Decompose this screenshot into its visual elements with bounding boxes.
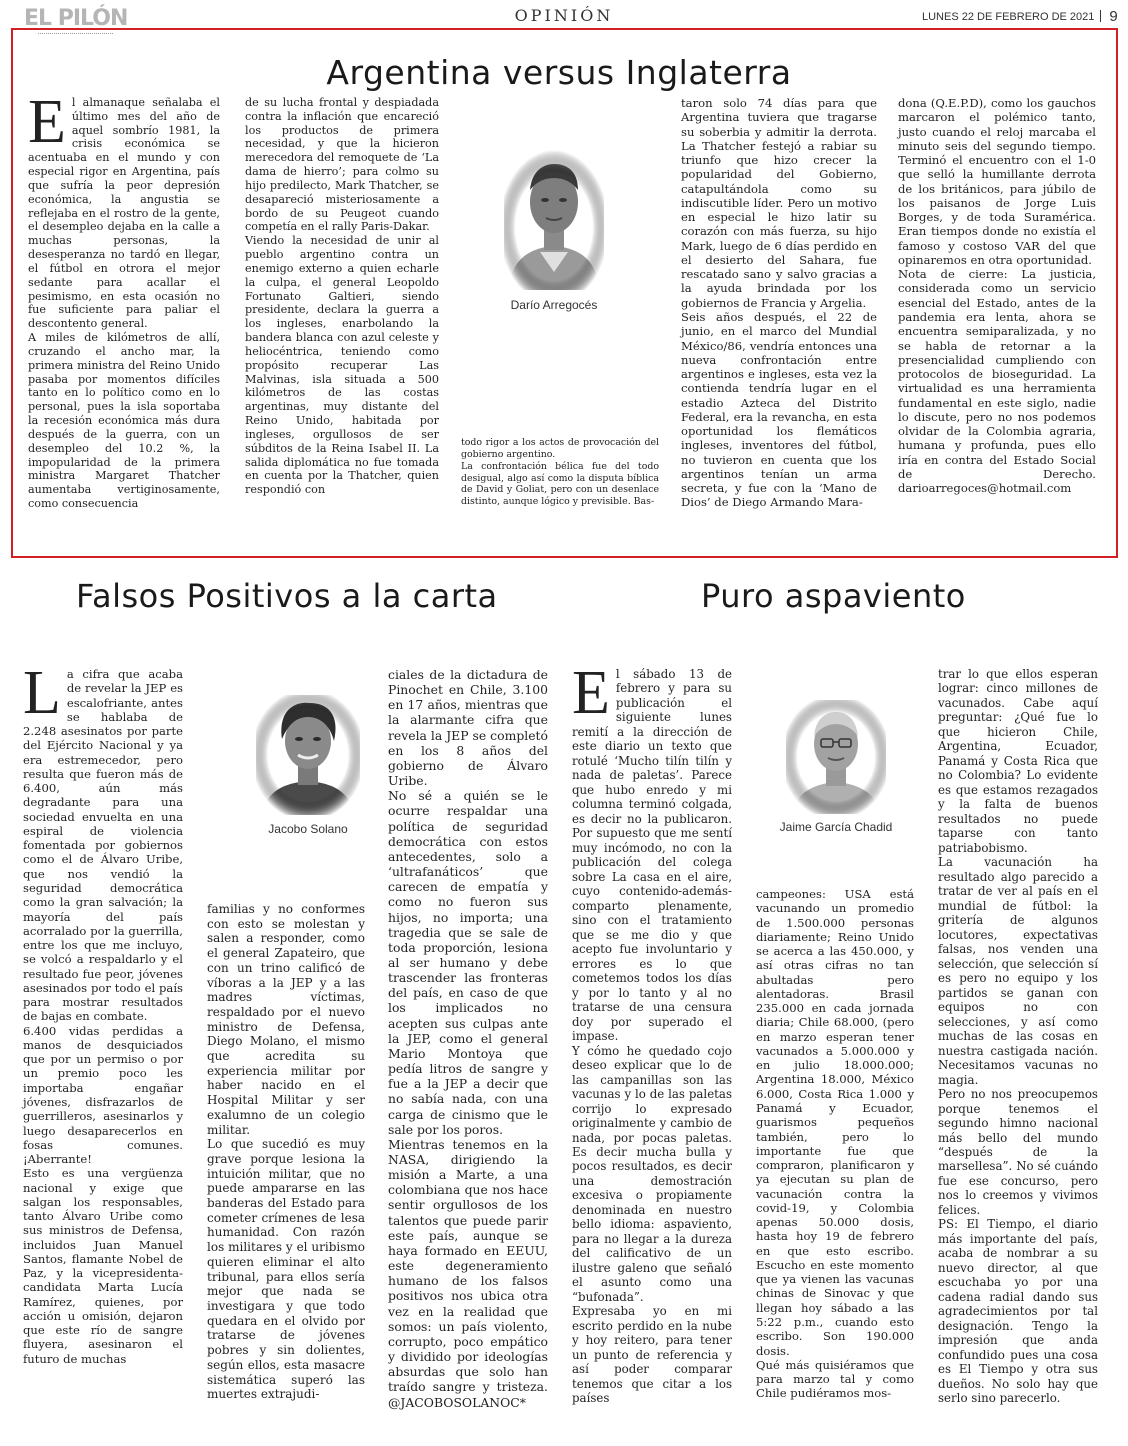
issue-date: LUNES 22 DE FEBRERO DE 2021	[922, 11, 1095, 23]
article-3-column-1	[572, 659, 732, 1406]
page-number: 9	[1109, 8, 1118, 25]
dateline-separator	[1100, 10, 1101, 22]
article-2-title: Falsos Positivos a la carta	[76, 577, 498, 615]
article-1-paragraph: La confrontación bélica fue del todo desigual, algo así como la disputa bíblica de David y Goliat, pero con un desenlace distinto, aunque lógico y previsible. Bas-	[461, 460, 659, 508]
article-1-paragraph: Nota de cierre: La justicia, considerada como un servicio esencial del Estado, antes de la pandemia era lenta, ahora se encuentra semiparalizada, y no se habla de retornar a la presencialidad cumpliendo con protocolos de bioseguridad. La virtualidad es una herramienta fundamental en este siglo, nadie lo discute, pero no nos podemos olvidar de la Colombia agraria, humana y profunda, pues ello iría en contra del Estado Social de Derecho. darioarregoces@hotmail.com	[898, 267, 1096, 496]
article-3-paragraph: Pero no nos preocupemos porque tenemos el segundo himno nacional más bello del mundo “después de la marsellesa”. No sé cuándo fue ese concurso, pero nos lo creemos y vivimos felices.	[938, 1087, 1098, 1217]
article-3-paragraph: l sábado 13 de febrero y para su publicación el siguiente lunes remití a la dirección de este diario un texto que rotulé ‘Mucho tilín tilín y nada de paletas’. Parece que hubo enredo y mi columna terminó colgada, es decir no la publicaron. Por supuesto que me sentí muy incómodo, no con la publicación del colega sobre La casa en el aire, cuyo contenido-además- comparto plenamente, sino con el tratamiento que se me dio y que acepto fue involuntario y errores es lo que cometemos todos los días y por lo tanto y al no tratarse de una censura doy por superado el impase.	[572, 667, 732, 1044]
article-1-column-4	[681, 96, 877, 510]
newspaper-logo: EL PILÓN	[24, 6, 128, 31]
article-3-byline: Jaime García Chadid	[779, 820, 893, 834]
article-3-paragraph: trar lo que ellos esperan lograr: cinco millones de vacunados. Cabe aquí preguntar: ¿Qué fue lo que hicieron Chile, Argentina, Ecuador, Panamá y Costa Rica que no Colombia? Lo evidente es que estamos rezagados y la falta de buenos resultados no puede taparse con tanto patriabobismo.	[938, 667, 1098, 855]
article-2-paragraph: ciales de la dictadura de Pinochet en Chile, 3.100 en 17 años, mientras que la alarmante cifra que revela la JEP se completó en los 8 años del gobierno de Álvaro Uribe.	[388, 667, 548, 789]
article-3-title: Puro aspaviento	[701, 577, 966, 615]
article-2-column-1	[23, 659, 183, 1366]
article-2-paragraph: Mientras tenemos en la NASA, dirigiendo la misión a Marte, a una colombiana que nos hace sentir orgullosos de los talentos que puede parir este país, aunque se haya formado en EEUU, este degeneramiento humano de los falsos positivos nos ubica otra vez en la realidad que somos: un país violento, corrupto, poco empático y dividido por ideologías absurdas que solo han traído sangre y tristeza. @JACOBOSOLANOC*	[388, 1136, 548, 1410]
article-2-column-3	[388, 667, 548, 1410]
article-3-paragraph: La vacunación ha resultado algo parecido a tratar de ver al país en el mundial de fútbol: la gritería de algunos locutores, expectativas falsas, nos venden una selección, que selección sí es pero no equipo y los partidos se ganan con equipos no con selecciones, y así como muchas de las cosas en nuestra castigada nación. Necesitamos vacunas no magia.	[938, 855, 1098, 1087]
article-3-paragraph: Expresaba yo en mi escrito perdido en la nube y hoy reitero, para tener un punto de referencia y así poder comparar tenemos que citar a los países	[572, 1304, 732, 1406]
article-2-paragraph: Lo que sucedió es muy grave porque lesiona la intuición militar, que no puede ampararse en las banderas del Estado para cometer crímenes de lesa humanidad. Con razón los militares y el uribismo quieren eliminar el alto tribunal, para ellos sería mejor que nada se investigara y que todo quedara en el olvido por tratarse de jóvenes pobres y sin dolientes, según ellos, esta masacre sistemática superó las muertes extrajudi-	[207, 1137, 365, 1402]
section-title: OPINIÓN	[514, 6, 614, 25]
article-2-paragraph: No sé a quién se le ocurre respaldar una política de seguridad democrática con estos antecedentes, solo a ‘ultrafanáticos’ que carecen de empatía y como no fueron sus hijos, no importa; una tragedia que se sale de toda proporción, lesiona al ser humano y debe trascender las fronteras del país, en caso de que los implicados no acepten sus culpas ante la JEP, como el general Mario Montoya que pedía litros de sangre y fue a la JEP a decir que no sabía nada, con una carga de cinismo que le sale por los poros.	[388, 788, 548, 1137]
article-2-byline: Jacobo Solano	[268, 822, 348, 836]
article-3-paragraph: campeones: USA está vacunando un promedio de 1.500.000 personas diariamente; Reino Unido se acerca a las 450.000, y así otras cifras no tan abultadas pero alentadoras. Brasil 235.000 en cada jornada diaria; Chile 68.000, (pero en marzo esperan tener vacunados a 5.000.000 y en julio 18.000.000; Argentina 18.000, México 6.000, Costa Rica 1.000 y Panamá y Ecuador, guarismos pequeños también, pero lo importante fue que compraron, planificaron y ya ejecutan su plan de vacunación contra la covid-19, y Colombia apenas 50.000 dosis, hasta hoy 19 de febrero en que esto escribo. Escucho en este momento que ya vienen las vacunas chinas de Sinovac y que llegan hoy sábado a las 5:22 p.m., cuando esto escribo. Son 190.000 dosis.	[756, 887, 914, 1358]
author-photo-jaime-garcia-chadid	[786, 700, 886, 814]
article-3-paragraph: Qué más quisiéramos que para marzo tal y como Chile pudiéramos mos-	[756, 1357, 914, 1401]
article-3-column-3	[938, 667, 1098, 1406]
article-1-column-5	[898, 96, 1096, 495]
dateline	[922, 10, 1122, 24]
article-1-column-2	[245, 96, 439, 497]
article-1-dropcap: E	[28, 88, 66, 156]
article-1-paragraph: de su lucha frontal y despiadada contra la inflación que encareció los productos de primera necesidad, y que la hicieron merecedora del remoquete de ‘La dama de hierro’; para colmo su hijo predilecto, Mark Thatcher, se desapareció misteriosamente a bordo de su Peugeot cuando competía en el rally Paris-Dakar.	[245, 96, 439, 234]
article-2-paragraph: 6.400 vidas perdidas a manos de desquiciados que por un permiso o por un premio poco les importaba engañar jóvenes, disfrazarlos de guerrilleros, asesinarlos y luego desaparecerlos en fosas comunes. ¡Aberrante!	[23, 1023, 183, 1167]
article-1-paragraph: todo rigor a los actos de provocación del gobierno argentino.	[461, 437, 659, 460]
author-photo-dario-arregoces	[504, 150, 604, 290]
article-3-column-2	[756, 887, 914, 1401]
article-1-paragraph: Viendo la necesidad de unir al pueblo argentino contra un enemigo externo a quien echarle la culpa, el general Leopoldo Fortunato Galtieri, siendo presidente, declara la guerra a los ingleses, enarbolando la bandera blanca con azul celeste y heliocéntrica, teniendo como propósito recuperar Las Malvinas, isla situada a 500 kilómetros de las costas argentinas, muy distante del Reino Unido, habitada por ingleses, orgullosos de ser súbditos de la Reina Isabel II. La salida diplomática no fue tomada en cuenta por la Thatcher, quien respondió con	[245, 234, 439, 497]
article-1-paragraph: l almanaque señalaba el último mes del año de aquel sombrío 1981, la crisis económica se acentuaba en el mundo y con especial rigor en Argentina, país que sufría la peor depresión económica, la angustia se reflejaba en el rostro de la gente, el desempleo dejaba en la calle a muchas personas, la desesperanza no tardó en llegar, el fútbol en otrora el mejor sedante para acallar el pesimismo, en esta ocasión no fue suficiente para paliar el descontento general.	[28, 96, 220, 331]
article-2-dropcap: L	[23, 659, 61, 727]
article-1-column-1	[28, 88, 220, 511]
article-2-paragraph: Esto es una vergüenza nacional y exige que salgan los responsables, tanto Álvaro Uribe como sus ministros de Defensa, incluidos Juan Manuel Santos, flamante Nobel de Paz, y la vicepresidenta-candidata Marta Lucía Ramírez, quienes, por acción u omisión, dejaron que este río de sangre fluyera, asesinaron el futuro de muchas	[23, 1166, 183, 1366]
article-1-paragraph: taron solo 74 días para que Argentina tuviera que tragarse su soberbia y admitir la derrota. La Thatcher festejó a rabiar su triunfo que hizo crecer la popularidad del Gobierno, catapultándola como su indiscutible líder. Pero un motivo en especial le hizo latir su corazón con más fuerza, su hijo Mark, luego de 6 días perdido en el desierto del Sahara, fue rescatado sano y salvo gracias a la ayuda brindada por los gobiernos de Francia y Argelia.	[681, 96, 877, 310]
article-2-paragraph: familias y no conformes con esto se molestan y salen a responder, como el general Zapateiro, que con un trino calificó de víboras a la JEP y a las madres víctimas, respaldado por el nuevo ministro de Defensa, Diego Molano, el mismo que acredita su experiencia militar por haber nacido en el Hospital Militar y ser exalumno de un colegio militar.	[207, 902, 365, 1137]
article-2-paragraph: a cifra que acaba de revelar la JEP es escalofriante, antes se hablaba de 2.248 asesinatos por parte del Ejército Nacional y ya era estremecedor, pero resulta que fueron más de 6.400, aún más degradante para una sociedad envuelta en una espiral de violencia fomentada por gobiernos como el de Álvaro Uribe, que nos vendió la seguridad democrática como la gran salvación; la mayoría del país acorralado por la guerrilla, entre los que me incluyo, se volcó a respaldarlo y el resultado fue peor, jóvenes asesinados por todo el país para mostrar resultados de bajas en combate.	[23, 667, 183, 1024]
article-1-column-3	[461, 437, 659, 508]
article-1-paragraph: dona (Q.E.P.D), como los gauchos marcaron el polémico tanto, justo cuando el reloj marcaba el minuto seis del segundo tiempo. Terminó el encuentro con el 1-0 que selló la humillante derrota de los británicos, para júbilo de los paisanos de Jorge Luis Borges, y de toda Suramérica. Eran tiempos donde no existía el famoso y costoso VAR del que opinaremos en otra oportunidad.	[898, 96, 1096, 267]
article-1-byline: Darío Arregocés	[510, 298, 598, 312]
article-1-paragraph: Seis años después, el 22 de junio, en el marco del Mundial México/86, vendría entonces una nueva confrontación entre argentinos e ingleses, esta vez la contienda tendría lugar en el estadio Azteca del Distrito Federal, era la revancha, en esta oportunidad los flemáticos ingleses, inventores del fútbol, no tuvieron en cuenta que los argentinos tenían un arma secreta, y fue con la ‘Mano de Dios’ de Diego Armando Mara-	[681, 309, 877, 510]
article-2-column-2	[207, 902, 365, 1402]
article-3-paragraph: Y cómo he quedado cojo deseo explicar que lo de las campanillas son las vacunas y lo de las paletas corrijo lo expresado originalmente y cambio de nada, por pocas paletas. Es decir mucha bulla y pocos resultados, es decir una demostración excesiva o propiamente denominada en nuestro bello idioma: aspaviento, para no llegar a la dureza del calificativo de un ilustre galeno que señaló el asunto como una “bufonada”.	[572, 1043, 732, 1304]
author-photo-jacobo-solano	[256, 695, 360, 815]
article-1-paragraph: A miles de kilómetros de allí, cruzando el ancho mar, la primera ministra del Reino Unido pasaba por momentos difíciles tanto en lo político como en lo personal, pues la isla soportaba la recesión económica más dura después de la guerra, con un desempleo del 10.2 %, la impopularidad de la primera ministra Margaret Thatcher aumentaba vertiginosamente, como consecuencia	[28, 331, 220, 511]
article-3-paragraph: PS: El Tiempo, el diario más importante del país, acaba de nombrar a su nuevo director, al que escuchaba yo por una cadena radial dando sus agradecimientos por tal designación. Tengo la impresión que anda confundido pues una cosa es El Tiempo y otra sus dueños. No solo hay que serlo sino parecerlo.	[938, 1217, 1098, 1406]
article-3-dropcap: E	[572, 659, 610, 727]
masthead	[0, 0, 1128, 30]
article-1-title: Argentina versus Inglaterra	[326, 53, 792, 92]
